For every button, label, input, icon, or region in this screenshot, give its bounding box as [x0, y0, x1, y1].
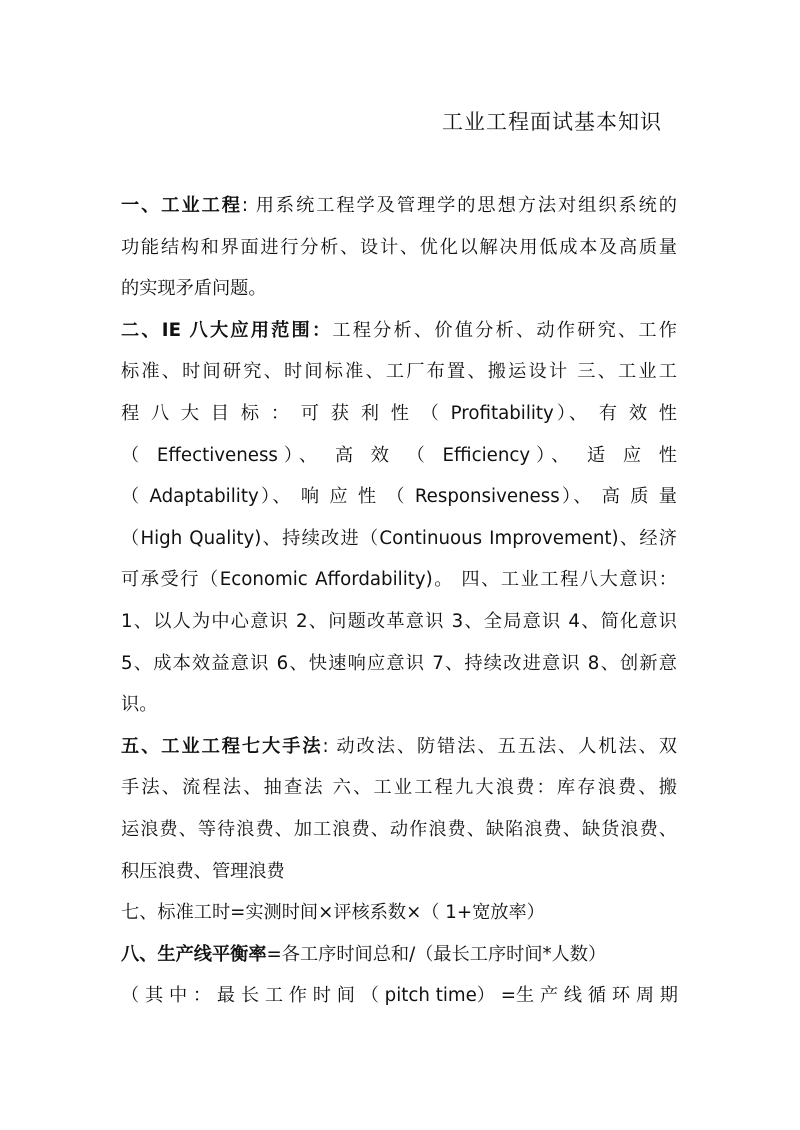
s1-line-3: 的实现矛盾问题。: [121, 278, 267, 300]
s2-line-9: 5、成本效益意识 6、快速响应意识 7、持续改进意识 8、创新意: [121, 652, 677, 674]
s1-text-l1: : 用系统工程学及管理学的思想方法对组织系统的: [241, 195, 677, 216]
s5-text-l1: : 动改法、防错法、五五法、人机法、双: [322, 735, 677, 757]
s5-heading: 五、工业工程七大手法: [121, 735, 323, 757]
s2-line-6: （High Quality)、持续改进（Continuous Improvement)、经济: [121, 527, 677, 549]
s7-line-1: 七、标准工时=实测时间×评核系数×（ 1+宽放率）: [121, 902, 545, 924]
s1-heading: 一、工业工程: [121, 195, 242, 216]
s2-heading: 二、IE 八大应用范围：: [121, 319, 333, 341]
s8-line-2: （ 其 中 ： 最 长 工 作 时 间 （ pitch time） =生 产 线 循 环 周 期: [121, 985, 678, 1007]
s2-line-7: 可承受行（Economic Affordability)。 四、工业工程八大意识：: [121, 569, 677, 591]
s2-line-5: （ Adaptability）、 响 应 性 （ Responsiveness）、 高 质 量: [121, 486, 677, 508]
s5-line-2: 手法、流程法、抽查法 六、工业工程九大浪费：库存浪费、搬: [121, 777, 677, 799]
document-title: 工业工程面试基本知识: [442, 110, 662, 134]
s2-text-l1: 工程分析、价值分析、动作研究、工作: [332, 319, 677, 341]
s8-text-l1: =各工序时间总和/（最长工序时间*人数）: [266, 943, 607, 965]
s8-heading: 八、生产线平衡率: [121, 943, 267, 965]
s2-line-10: 识。: [121, 694, 158, 716]
s1-line-1: [121, 185, 677, 227]
s2-line-4: （ Effectiveness）、 高 效 （ Efficiency）、 适 应 性: [121, 444, 677, 466]
s5-line-4: 积压浪费、管理浪费: [121, 860, 285, 882]
s2-line-1: [121, 310, 677, 352]
s2-line-2: 标准、时间研究、时间标准、工厂布置、搬运设计 三、工业工: [121, 361, 677, 383]
s2-line-8: 1、以人为中心意识 2、问题改革意识 3、全局意识 4、简化意识: [121, 610, 677, 632]
s5-line-3: 运浪费、等待浪费、加工浪费、动作浪费、缺陷浪费、缺货浪费、: [121, 818, 677, 840]
s5-line-1: [121, 726, 677, 768]
s2-line-3: 程 八 大 目 标 ： 可 获 利 性 （ Profitability）、 有 效 性: [121, 402, 677, 424]
s1-line-2: 功能结构和界面进行分析、设计、优化以解决用低成本及高质量: [121, 236, 677, 258]
s8-line-1: [121, 934, 677, 976]
document-body: [121, 185, 677, 1017]
